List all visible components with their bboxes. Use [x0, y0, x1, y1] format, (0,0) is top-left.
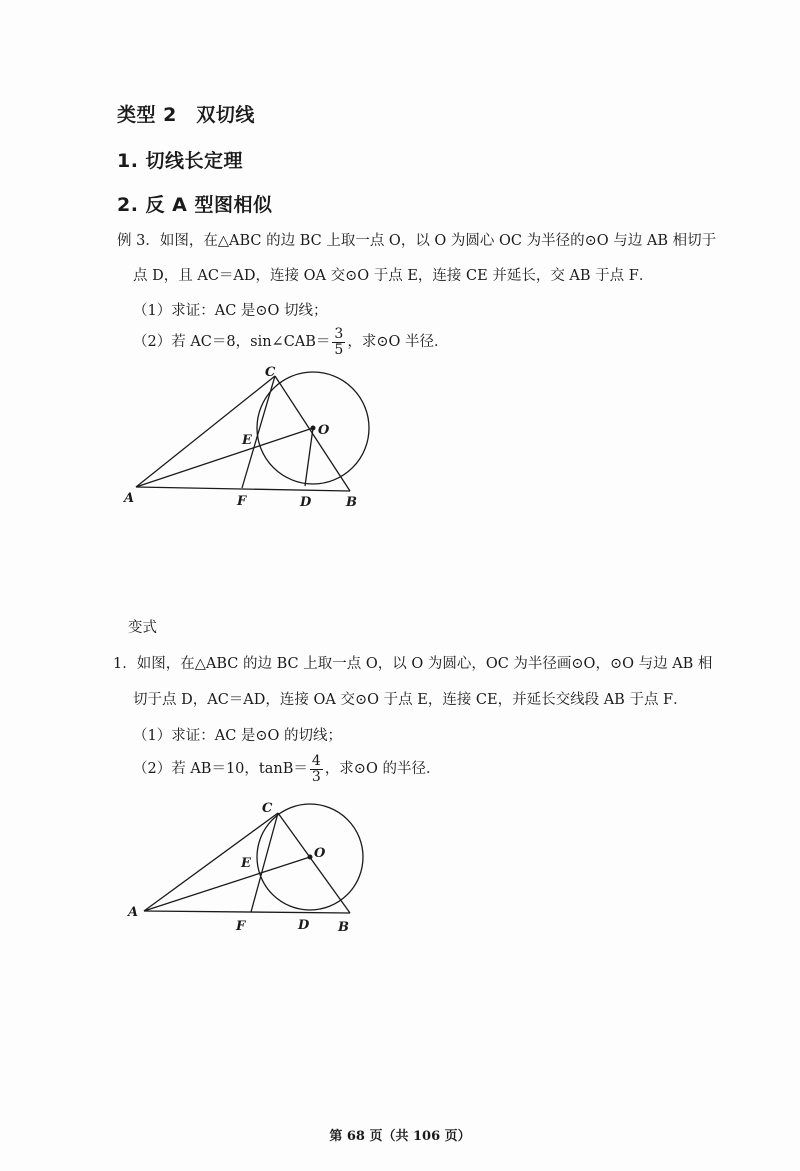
example-question-1: （1）求证：AC 是⊙O 切线；: [133, 303, 328, 319]
fraction-denominator: 3: [311, 768, 321, 785]
label-e: E: [241, 856, 251, 871]
label-b: B: [346, 495, 357, 510]
variant-figure: [120, 795, 380, 940]
segment-ac: [136, 376, 275, 487]
center-point-o: [308, 855, 313, 860]
label-d: D: [300, 495, 312, 510]
segment-ao: [144, 857, 310, 911]
fraction-three-fifths: [332, 327, 345, 358]
variant-question-2-tail: ，求⊙O 的半径．: [324, 761, 441, 777]
label-b: B: [338, 920, 349, 935]
variant-question-2-text: （2）若 AB＝10，tanB＝: [133, 761, 308, 777]
segment-od: [305, 428, 313, 486]
label-f: F: [236, 919, 246, 934]
label-a: A: [128, 905, 139, 920]
variant-question-2: [133, 752, 440, 786]
label-o: O: [314, 846, 326, 861]
section-title: 类型 2 双切线: [117, 104, 255, 126]
example-figure: [120, 360, 390, 510]
variant-line-1: 1．如图，在△ABC 的边 BC 上取一点 O，以 O 为圆心，OC 为半径画⊙O，⊙O 与边 AB 相: [113, 656, 713, 672]
label-d: D: [298, 918, 310, 933]
label-c: C: [265, 365, 276, 380]
variant-heading: 变式: [128, 620, 157, 636]
segment-cf: [251, 813, 278, 912]
item-2-heading: 2. 反 A 型图相似: [117, 194, 273, 216]
page-footer: 第 68 页（共 106 页）: [329, 1129, 471, 1144]
segment-ab: [144, 911, 350, 913]
item-1-heading: 1. 切线长定理: [117, 150, 244, 172]
fraction-four-thirds: [310, 754, 323, 785]
segment-cf: [242, 376, 275, 488]
fraction-denominator: 5: [334, 341, 344, 358]
example-line-1: 例 3．如图，在△ABC 的边 BC 上取一点 O，以 O 为圆心 OC 为半径的⊙O 与边 AB 相切于: [117, 233, 717, 249]
fraction-numerator: 3: [334, 325, 344, 342]
segment-ao: [136, 428, 313, 487]
label-c: C: [262, 801, 273, 816]
label-a: A: [124, 491, 135, 506]
label-e: E: [242, 433, 252, 448]
label-o: O: [318, 423, 330, 438]
segment-ac: [144, 813, 278, 911]
center-point-o: [311, 426, 316, 431]
example-line-2: 点 D，且 AC＝AD，连接 OA 交⊙O 于点 E，连接 CE 并延长，交 AB 于点 F．: [133, 268, 654, 284]
segment-cb: [278, 813, 350, 913]
variant-question-1: （1）求证：AC 是⊙O 的切线；: [133, 728, 343, 744]
example-question-2: [133, 325, 449, 359]
variant-line-2: 切于点 D，AC＝AD，连接 OA 交⊙O 于点 E，连接 CE，并延长交线段 AB 于点 F．: [133, 692, 688, 708]
label-f: F: [237, 494, 247, 509]
fraction-numerator: 4: [311, 752, 321, 769]
segment-ab: [136, 487, 350, 491]
example-question-2-tail: ，求⊙O 半径．: [347, 334, 449, 350]
example-question-2-text: （2）若 AC＝8，sin∠CAB＝: [133, 334, 331, 350]
